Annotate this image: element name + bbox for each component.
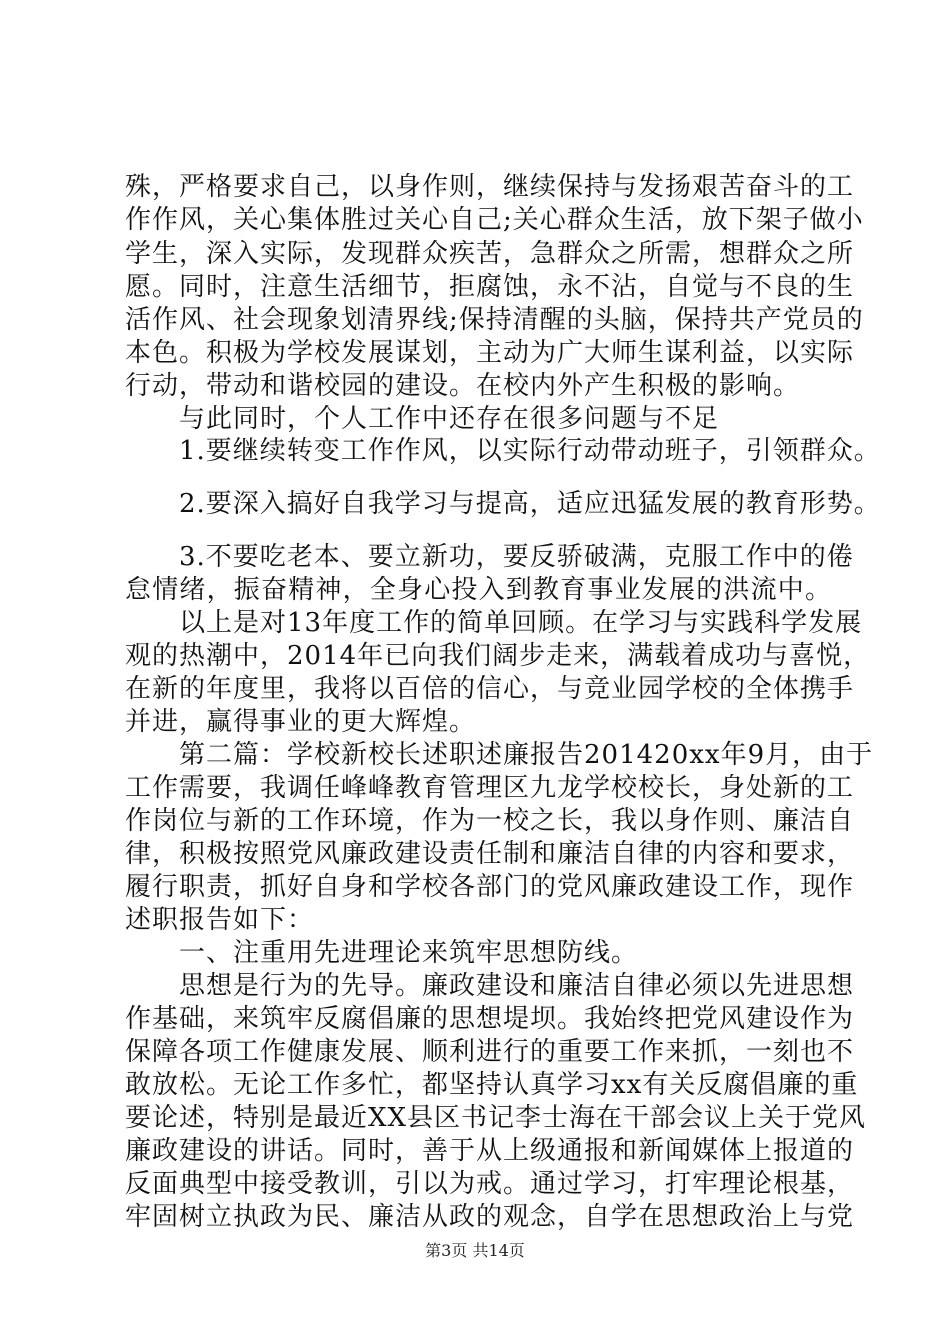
text-line: 观的热潮中，2014年已向我们阔步走来，满载着成功与喜悦， xyxy=(125,641,871,671)
page-footer: 第3页 共14页 xyxy=(425,1241,525,1260)
text-line: 行动，带动和谐校园的建设。在校内外产生积极的影响。 xyxy=(125,371,801,401)
text-line: 活作风、社会现象划清界线;保持清醒的头脑，保持共产党员的 xyxy=(125,305,864,335)
text-line: 履行职责，抓好自身和学校各部门的党风廉政建设工作，现作 xyxy=(125,872,855,902)
text-line: 牢固树立执政为民、廉洁从政的观念，自学在思想政治上与党 xyxy=(125,1202,855,1232)
paragraph-first-line: 与此同时，个人工作中还存在很多问题与不足 xyxy=(179,404,720,434)
text-line: 并进，赢得事业的更大辉煌。 xyxy=(125,707,477,737)
text-line: 怠情绪，振奋精神，全身心投入到教育事业发展的洪流中。 xyxy=(125,575,833,605)
text-line: 反面典型中接受教训，引以为戒。通过学习，打牢理论根基， xyxy=(125,1169,855,1199)
text-line: 工作需要，我调任峰峰教育管理区九龙学校校长，身处新的工 xyxy=(125,773,855,803)
text-line: 廉政建设的讲话。同时，善于从上级通报和新闻媒体上报道的 xyxy=(125,1136,855,1166)
text-line: 要论述，特别是最近XX县区书记李士海在干部会议上关于党风 xyxy=(125,1103,867,1133)
text-line: 作岗位与新的工作环境，作为一校之长，我以身作则、廉洁自 xyxy=(125,806,855,836)
text-line: 学生，深入实际，发现群众疾苦，急群众之所需，想群众之所 xyxy=(125,239,855,269)
text-line: 述职报告如下： xyxy=(125,905,315,935)
text-line: 敢放松。无论工作多忙，都坚持认真学习xx有关反腐倡廉的重 xyxy=(125,1070,859,1100)
list-item-3: 3.不要吃老本、要立新功，要反骄破满，克服工作中的倦 xyxy=(179,542,854,572)
text-line: 殊，严格要求自己，以身作则，继续保持与发扬艰苦奋斗的工 xyxy=(125,172,855,202)
paragraph-first-line: 思想是行为的先导。廉政建设和廉洁自律必须以先进思想 xyxy=(179,971,855,1001)
list-item-1: 1.要继续转变工作作风，以实际行动带动班子，引领群众。 xyxy=(179,436,881,466)
text-line: 作作风，关心集体胜过关心自己;关心群众生活，放下架子做小 xyxy=(125,205,864,235)
subsection-heading: 一、注重用先进理论来筑牢思想防线。 xyxy=(179,938,639,968)
paragraph-first-line: 以上是对13年度工作的简单回顾。在学习与实践科学发展 xyxy=(179,608,863,638)
text-line: 愿。同时，注意生活细节，拒腐蚀，永不沾，自觉与不良的生 xyxy=(125,272,855,302)
text-line: 在新的年度里，我将以百倍的信心，与竞业园学校的全体携手 xyxy=(125,674,855,704)
section-heading-line: 第二篇：学校新校长述职述廉报告201420xx年9月，由于 xyxy=(179,740,874,770)
text-line: 律，积极按照党风廉政建设责任制和廉洁自律的内容和要求， xyxy=(125,839,855,869)
text-line: 本色。积极为学校发展谋划，主动为广大师生谋利益，以实际 xyxy=(125,338,855,368)
list-item-2: 2.要深入搞好自我学习与提高，适应迅猛发展的教育形势。 xyxy=(179,489,881,519)
text-line: 保障各项工作健康发展、顺利进行的重要工作来抓，一刻也不 xyxy=(125,1037,855,1067)
text-line: 作基础，来筑牢反腐倡廉的思想堤坝。我始终把党风建设作为 xyxy=(125,1004,855,1034)
